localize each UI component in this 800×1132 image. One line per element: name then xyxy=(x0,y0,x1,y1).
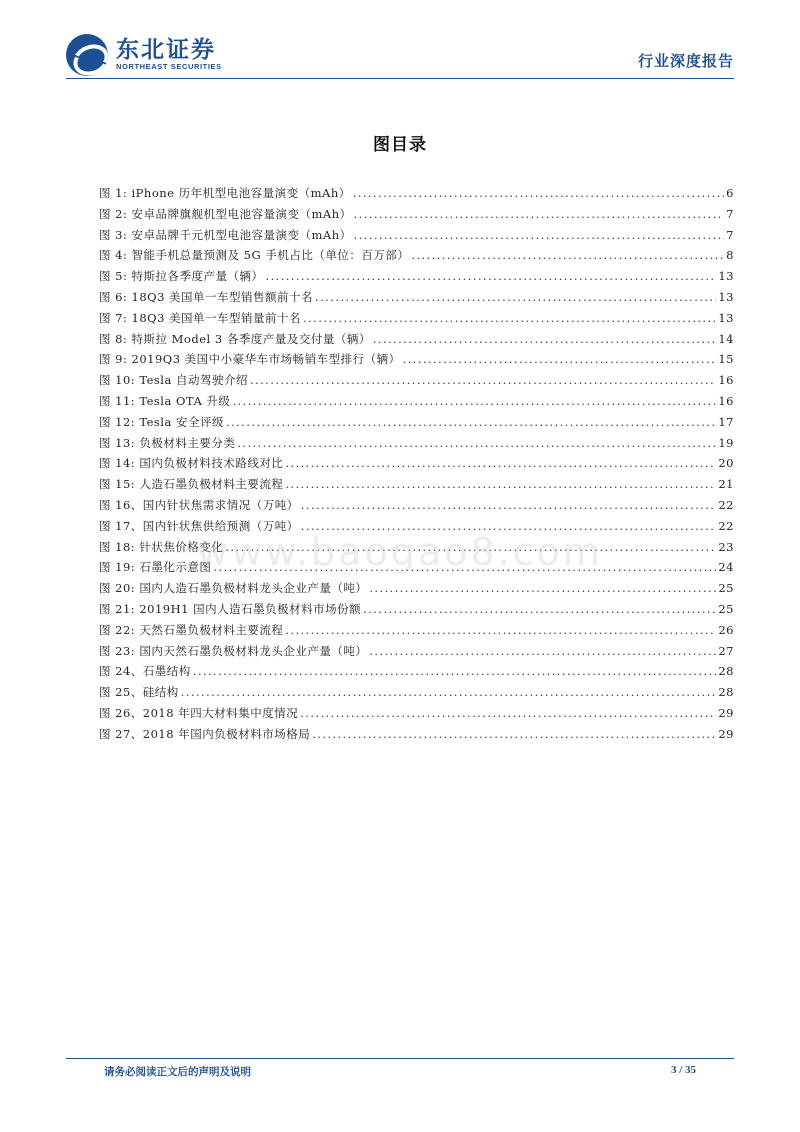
toc-entry-label: 图 16、国内针状焦需求情况（万吨） xyxy=(99,497,299,512)
toc-entry[interactable] xyxy=(99,412,734,433)
brand-logo-icon xyxy=(66,34,108,76)
toc-entry[interactable] xyxy=(99,641,734,662)
toc-entry-label: 图 2: 安卓品牌旗舰机型电池容量演变（mAh） xyxy=(99,206,352,221)
toc-entry-page: 27 xyxy=(718,643,734,658)
toc-entry[interactable] xyxy=(99,266,734,287)
toc-entry-page: 13 xyxy=(718,269,734,284)
toc-entry-label: 图 11: Tesla OTA 升级 xyxy=(99,393,231,408)
toc-leader-dots xyxy=(301,495,717,516)
toc-entry-page: 25 xyxy=(718,581,734,596)
toc-entry-page: 22 xyxy=(718,497,734,512)
toc-entry[interactable] xyxy=(99,661,734,682)
toc-entry[interactable] xyxy=(99,474,734,495)
toc-leader-dots xyxy=(285,474,716,495)
toc-leader-dots xyxy=(193,661,717,682)
toc-entry-page: 13 xyxy=(718,289,734,304)
toc-leader-dots xyxy=(232,391,716,412)
toc-entry-page: 24 xyxy=(718,560,734,575)
toc-leader-dots xyxy=(226,412,716,433)
toc-entry[interactable] xyxy=(99,433,734,454)
brand-logo xyxy=(66,34,222,76)
toc-entry-page: 20 xyxy=(718,456,734,471)
toc-entry-label: 图 1: iPhone 历年机型电池容量演变（mAh） xyxy=(99,186,351,200)
toc-entry-label: 图 27、2018 年国内负极材料市场格局 xyxy=(99,726,311,741)
toc-entry-page: 15 xyxy=(718,352,734,367)
toc-entry-label: 图 24、石墨结构 xyxy=(99,664,191,679)
toc-leader-dots xyxy=(353,183,724,204)
toc-leader-dots xyxy=(303,308,716,329)
toc-leader-dots xyxy=(285,453,716,474)
toc-leader-dots xyxy=(237,433,716,454)
toc-entry-label: 图 14: 国内负极材料技术路线对比 xyxy=(99,456,284,471)
toc-entry-label: 图 13: 负极材料主要分类 xyxy=(99,435,236,450)
header-divider xyxy=(66,78,734,79)
toc-entry-page: 28 xyxy=(718,685,734,700)
toc-leader-dots xyxy=(300,703,716,724)
toc-entry-label: 图 5: 特斯拉各季度产量（辆） xyxy=(99,269,264,284)
toc-entry[interactable] xyxy=(99,204,734,225)
toc-entry[interactable] xyxy=(99,495,734,516)
toc-leader-dots xyxy=(312,724,716,745)
footer-divider xyxy=(66,1058,734,1059)
toc-entry-label: 图 6: 18Q3 美国单一车型销售额前十名 xyxy=(99,289,314,304)
toc-entry-page: 28 xyxy=(718,664,734,679)
toc-entry[interactable] xyxy=(99,225,734,246)
toc-leader-dots xyxy=(250,370,716,391)
toc-entry-page: 13 xyxy=(718,310,734,325)
toc-title: 图目录 xyxy=(373,135,427,155)
toc-entry[interactable] xyxy=(99,453,734,474)
toc-entry-label: 图 3: 安卓品牌千元机型电池容量演变（mAh） xyxy=(99,227,352,242)
toc-entry-label: 图 26、2018 年四大材料集中度情况 xyxy=(99,705,299,720)
toc-entry-page: 7 xyxy=(726,227,734,242)
toc-entry-label: 图 8: 特斯拉 Model 3 各季度产量及交付量（辆） xyxy=(99,331,371,346)
toc-entry-label: 图 21: 2019H1 国内人造石墨负极材料市场份额 xyxy=(99,601,362,616)
toc-entry[interactable] xyxy=(99,308,734,329)
toc-entry[interactable] xyxy=(99,578,734,599)
toc-leader-dots xyxy=(285,620,716,641)
toc-entry-page: 8 xyxy=(726,248,734,263)
toc-leader-dots xyxy=(411,245,724,266)
toc-entry[interactable] xyxy=(99,349,734,370)
toc-entry-page: 16 xyxy=(718,393,734,408)
toc-entry[interactable] xyxy=(99,370,734,391)
toc-entry[interactable] xyxy=(99,329,734,350)
toc-entry-label: 图 18: 针状焦价格变化 xyxy=(99,539,224,554)
toc-entry-label: 图 10: Tesla 自动驾驶介绍 xyxy=(99,373,248,388)
toc-entry-label: 图 23: 国内天然石墨负极材料龙头企业产量（吨） xyxy=(99,643,368,658)
toc-entry-page: 25 xyxy=(718,601,734,616)
toc-entry-label: 图 9: 2019Q3 美国中小豪华车市场畅销车型排行（辆） xyxy=(99,352,401,367)
toc-entry-label: 图 4: 智能手机总量预测及 5G 手机占比（单位：百万部） xyxy=(99,248,410,263)
toc-entry-page: 22 xyxy=(718,518,734,533)
toc-entry-label: 图 7: 18Q3 美国单一车型销量前十名 xyxy=(99,310,302,325)
toc-leader-dots xyxy=(403,349,717,370)
toc-entry-page: 26 xyxy=(718,622,734,637)
toc-entry-label: 图 12: Tesla 安全评级 xyxy=(99,414,224,429)
toc-entry-page: 14 xyxy=(718,331,734,346)
page-header xyxy=(66,30,734,76)
footer-disclaimer: 请务必阅读正文后的声明及说明 xyxy=(104,1066,251,1078)
toc-entry[interactable] xyxy=(99,724,734,745)
toc-entry-page: 16 xyxy=(718,373,734,388)
toc-entry[interactable] xyxy=(99,183,734,204)
toc-leader-dots xyxy=(369,641,716,662)
toc-entry-page: 29 xyxy=(718,705,734,720)
toc-entry-label: 图 15: 人造石墨负极材料主要流程 xyxy=(99,477,284,492)
toc-list xyxy=(99,183,734,745)
toc-entry-label: 图 19: 石墨化示意图 xyxy=(99,560,212,575)
toc-entry[interactable] xyxy=(99,287,734,308)
brand-name-cn: 东北证券 xyxy=(116,37,216,63)
toc-leader-dots xyxy=(354,204,725,225)
toc-entry[interactable] xyxy=(99,620,734,641)
toc-leader-dots xyxy=(315,287,716,308)
toc-entry-page: 17 xyxy=(718,414,734,429)
toc-leader-dots xyxy=(363,599,716,620)
toc-leader-dots xyxy=(354,225,725,246)
toc-entry-page: 7 xyxy=(726,206,734,221)
watermark: www.baogao8.com xyxy=(197,530,603,574)
page-number: 3 / 35 xyxy=(670,1064,696,1076)
toc-leader-dots xyxy=(373,329,717,350)
toc-entry[interactable] xyxy=(99,703,734,724)
toc-entry[interactable] xyxy=(99,599,734,620)
toc-entry-page: 19 xyxy=(718,435,734,450)
toc-entry[interactable] xyxy=(99,391,734,412)
toc-leader-dots xyxy=(369,578,716,599)
toc-leader-dots xyxy=(181,682,717,703)
toc-entry-label: 图 22: 天然石墨负极材料主要流程 xyxy=(99,622,284,637)
toc-entry-page: 29 xyxy=(718,726,734,741)
toc-entry-label: 图 25、硅结构 xyxy=(99,685,179,700)
report-type: 行业深度报告 xyxy=(637,52,734,70)
toc-entry[interactable] xyxy=(99,245,734,266)
toc-entry-label: 图 20: 国内人造石墨负极材料龙头企业产量（吨） xyxy=(99,581,368,596)
brand-name-en: NORTHEAST SECURITIES xyxy=(116,62,222,71)
toc-leader-dots xyxy=(266,266,717,287)
toc-entry-label: 图 17、国内针状焦供给预测（万吨） xyxy=(99,518,299,533)
toc-entry-page: 6 xyxy=(726,186,734,200)
toc-entry[interactable] xyxy=(99,682,734,703)
toc-entry-page: 23 xyxy=(718,539,734,554)
toc-entry-page: 21 xyxy=(718,477,734,492)
